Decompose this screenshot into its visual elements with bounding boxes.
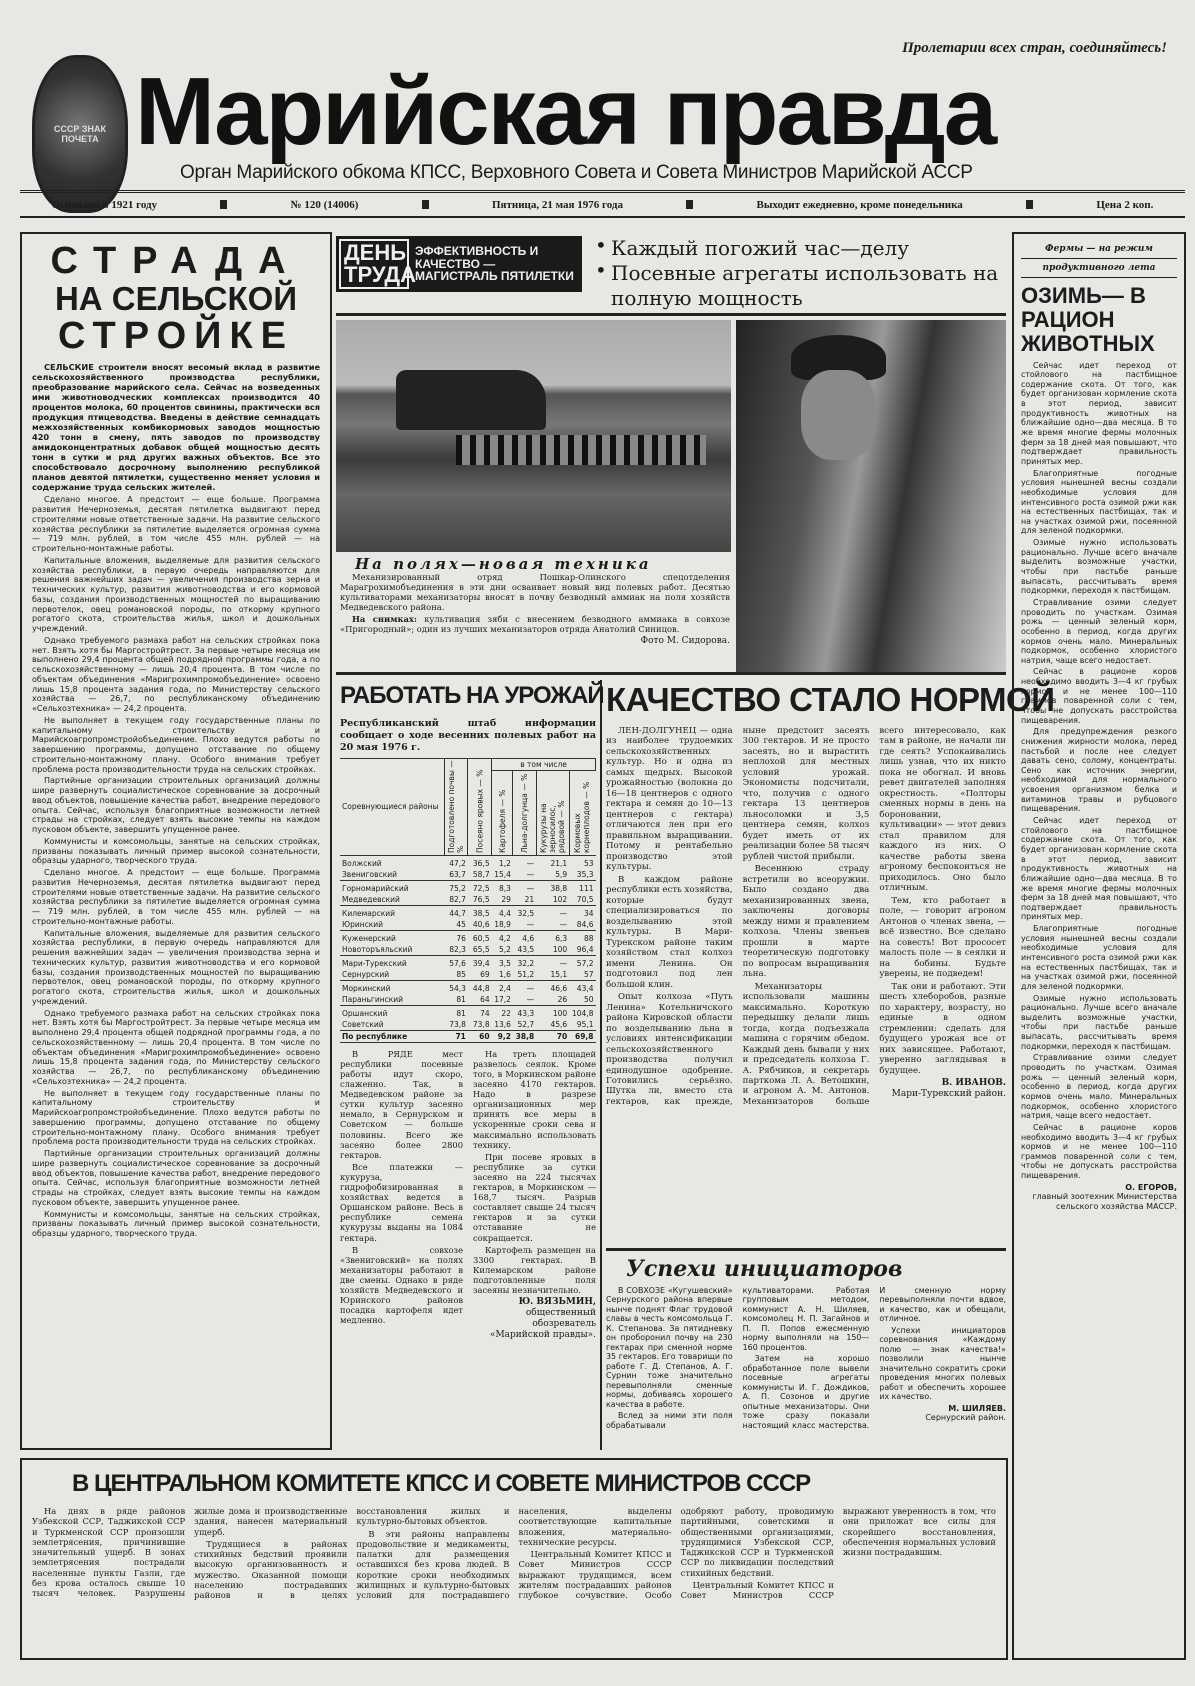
table-cell: 1,2 (499, 858, 511, 868)
table-cell: Юринский (342, 919, 384, 929)
table-cell: 76 (444, 930, 468, 944)
table-cell: 70,5 (576, 894, 594, 904)
table-cell: 65,5 (472, 944, 490, 954)
caption-title: На полях—новая техника (355, 555, 652, 573)
table-cell: 75,2 (444, 880, 468, 894)
table-cell: 104,8 (569, 1005, 595, 1019)
harvest-body: В РЯДЕ мест республики посевные работы идут скоро, слаженно. Так, в Медведевском районе за сутки культур засеяно немало, в Сернурском и Советском — больше половины. Всего же засеяно более 2800 гектаров. Все платежки — кукуруза, гидрофобизированная в хозяйствах ведется в Оршанском районе. Весь в республике семена кукурузы выданы на 1084 гектара. В совхозе «Звениговский» на полях механизаторы работают в две смены. Однако в ряде хозяйств Медведевского и Юринского районов посадка картофеля идет медленно. На треть площадей развелось сеялок. Кроме того, в Моркинском районе засеяно 4170 гектаров. Надо в разрезе организационных мер принять все меры в ускоренные сроки сева и максимально использовать технику. При посеве яровых в республике за сутки засеяно на 224 тысячах гектаров, в Моркинском — 168,7 тысяч. Разрыв составляет свыше 24 тысяч гектаров и за сутки отставание не сокращается. Картофель размещен на 3300 гектарах. В Килемарском районе подготовленные поля засеяны незначительно. Ю. ВЯЗЬМИН, общественный обозреватель «Марийской правды». (340, 1048, 596, 1341)
table-cell: 18,9 (494, 919, 511, 929)
table-cell: 58,7 (472, 869, 490, 879)
table-cell: Килемарский (340, 905, 444, 919)
quality-body: ЛЕН-ДОЛГУНЕЦ — одна из наиболее трудоемких сельскохозяйственных культур. Но и одна из самых щедрых. Высокой урожайностью (волокна до 16—18 центнеров с одного гектара и семян до 10—13 центнеров с гектара) отличаются лен при его правильном выращивании. Потому и рентабельно производство этой культуры. В каждом районе республики есть хозяйства, которые будут специализироваться по возделыванию этой культуры. В Мари-Турекском районе таким хозяйством стал колхоз имени Ленина. Он подготовил под лен большой клин. Опыт колхоза «Путь Ленина» Котельничского района Кировской области по возделыванию льна в условиях интенсификации сельскохозяйственного производства получил единодушное одобрение. Готовились серьёзно. Шутка ли, вместо ста гектаров, как прежде, ныне предстоит засеять 300 гектаров. И не просто засеять, но и вырастить неплохой для местных условий урожай. Экономисты подсчитали, что, получив с одного гектара 13 центнеров льносоломки и 3,5 центнера семян, колхоз будет иметь от их реализации более 58 тысяч рублей чистой прибыли. Весеннюю страду встретили во всеоружии. Было создано два механизированных звена, заключены договоры между ними и правлением колхоза. Члены звеньев прошли в марте теоретическую подготовку по вопросам выращивания льна. Механизаторы использовали машины максимально. Короткую передышку делали лишь тогда, когда подъезжала машина с горячим обедом. Каждый день бывали у них и председатель колхоза Г. А. Рябчиков, и секретарь парткома Л. А. Ветошкин, и агроном А. М. Антонов. Механизаторов больше всего интересовало, как там в районе, не начали ли где сеять? Успокаивались лишь узнав, что их никто пока не обогнал. И вновь ревет двигателей заполняя окрестность. «Полторы сменных нормы в день на бороновании, культивации» — этот девиз стал правилом для каждого из них. О качестве работы звена агроному беспокоиться не приходилось. Оно было отличным. Тем, кто работает в поле, — говорит агроном Антонов о членах звена, — всё известно. Все сделано на совесть! Вот прососет малость поле — в сеялки и на бобины. Будьте уверены, не подведем! Так они и работают. Эти шесть хлеборобов, разные по характеру, возрасту, но единые в одном стремлении: сделать для будущего урожая все от них зависящее. Работают, уверенно заглядывая в будущее. В. ИВАНОВ. Мари-Турекский район. (606, 726, 1006, 1107)
table-cell: 57,6 (444, 955, 468, 969)
table-cell: 38,5 (468, 905, 492, 919)
table-cell: 60,5 (468, 930, 492, 944)
table-cell: 15,4 (494, 869, 511, 879)
table-cell: 53 (583, 858, 594, 868)
table-cell: Сернурский (342, 969, 390, 979)
table-cell: 46,6 (536, 980, 569, 994)
table-cell: 69,8 (569, 1030, 595, 1042)
harvest-signature: Ю. ВЯЗЬМИН, общественный обозреватель «Марийской правды». (489, 1297, 596, 1341)
table-cell: 35,3 (576, 869, 594, 879)
table-cell: — (526, 919, 535, 929)
newspaper-title: Марийская правда (135, 58, 996, 165)
table-cell: 81 (444, 1005, 468, 1019)
headline-line-3: СТРОЙКЕ (58, 314, 294, 357)
newspaper-subtitle: Орган Марийского обкома КПСС, Верховного Совета и Совета Министров Марийской АССР (180, 162, 973, 183)
table-cell: 4,4 (492, 905, 513, 919)
table-cell: 17,2 (494, 994, 511, 1004)
table-row (340, 980, 596, 994)
table-cell: 22 (492, 1005, 513, 1019)
photo-caption (340, 555, 730, 667)
table-cell: 52,7 (517, 1019, 535, 1029)
central-committee-headline: В ЦЕНТРАЛЬНОМ КОМИТЕТЕ КПСС И СОВЕТЕ МИНИСТРОВ СССР (72, 1470, 811, 1497)
table-cell: 38,8 (536, 880, 569, 894)
table-cell: — (559, 919, 568, 929)
table-cell: 4,2 (492, 930, 513, 944)
table-cell: 50 (583, 994, 594, 1004)
table-cell: 54,3 (444, 980, 468, 994)
group-header: в том числе (492, 758, 596, 770)
table-cell: Мари-Турекский (340, 955, 444, 969)
table-cell: Оршанский (340, 1005, 444, 1019)
table-cell: 64 (480, 994, 490, 1004)
table-row (340, 930, 596, 944)
table-total-row (340, 1030, 596, 1042)
table-cell: 57 (583, 969, 594, 979)
table-cell: 44,8 (468, 980, 492, 994)
table-cell: 44,7 (444, 905, 468, 919)
table-cell: 73,8 (449, 1019, 466, 1029)
article-quality (606, 680, 1055, 1244)
table-cell: 76,5 (472, 894, 490, 904)
table-cell: 29 (501, 894, 511, 904)
article-strada (20, 232, 332, 1450)
founded: Основана в 1921 году (51, 198, 158, 211)
harvest-headline: РАБОТАТЬ НА УРОЖАЙ (340, 682, 604, 709)
col-header: Кукурузы на зерносилос, рядовой — % (536, 770, 569, 855)
photo-credit: Фото М. Сидорова. (640, 636, 730, 647)
table-cell: 95,1 (576, 1019, 594, 1029)
table-cell: 81 (456, 994, 466, 1004)
table-row (340, 905, 596, 919)
col-header: Подготовлено почвы — % (444, 758, 468, 855)
table-cell: Медведевский (342, 894, 400, 904)
table-cell: 96,4 (576, 944, 594, 954)
frequency: Выходит ежедневно, кроме понедельника (756, 198, 963, 211)
table-cell: 69 (480, 969, 490, 979)
table-cell: — (526, 858, 535, 868)
central-committee-body: На днях в ряде районов Узбекской ССР, Таджикской ССР и Туркменской ССР произошли землетрясения, причинившие значительный ущерб. В зонах землетрясения пострадали населенные пункты Газли, где без крова осталось свыше 10 тысяч человек. Разрушены жилые дома и производственные здания, нанесен материальный ущерб. Трудящиеся в районах стихийных бедствий проявили высокую организованность и мужество. Оказанной помощи населению пострадавших районов и в целях восстановления жилых и культурно-бытовых объектов. В эти районы направлены продовольствие и медикаменты, палатки для размещения оставшихся без крова людей. В короткие сроки необходимых жилищных и культурно-бытовых условий для пострадавшего населения, выделены соответствующие капитальные вложения, материально-технические ресурсы. Центральный Комитет КПСС и Совет Министров СССР выражают трудящимся, всем жителям пострадавших районов глубокое сочувствие. Особо одобряют работу, проводимую партийными, советскими и общественными организациями, трудящимися Узбекской ССР, Таджикской ССР и Туркменской ССР по ликвидации последствий стихийных бедствий. Центральный Комитет КПСС и Совет Министров СССР выражают уверенность в том, что они приложат все силы для скорейшего восстановления, обеспечения нормальных условий жизни пострадавшим. (32, 1506, 996, 1600)
article-ozim (1012, 232, 1186, 1660)
table-cell: Моркинский (340, 980, 444, 994)
table-cell: 45,6 (550, 1019, 568, 1029)
table-cell: 73,8 (472, 1019, 490, 1029)
harvest-intro: Республиканский штаб информации сообщает о ходе весенних полевых работ на 20 мая 1976 г. (340, 718, 596, 753)
banner-slogan: ЭФФЕКТИВНОСТЬ И КАЧЕСТВО — МАГИСТРАЛЬ ПЯТИЛЕТКИ (415, 244, 574, 284)
table-row (340, 869, 596, 881)
table-cell: Звениговский (342, 869, 397, 879)
table-cell: 102 (552, 894, 568, 904)
table-cell: — (513, 880, 536, 894)
table-cell: Куженерский (340, 930, 444, 944)
article-harvest (340, 680, 602, 1450)
initiators-headline: Успехи инициаторов (626, 1256, 903, 1282)
table-cell: 88 (569, 930, 595, 944)
table-cell: 43,4 (569, 980, 595, 994)
table-cell: 38,8 (513, 1030, 536, 1042)
caption-photos-label: На снимках: (352, 613, 418, 624)
table-cell: 40,6 (472, 919, 490, 929)
banner-day: ДЕНЬ ТРУДА (339, 239, 409, 289)
table-row (340, 969, 596, 981)
table-cell: Горномарийский (340, 880, 444, 894)
table-cell: 9,2 (492, 1030, 513, 1042)
table-cell: 32,2 (513, 955, 536, 969)
table-cell: 5,2 (499, 944, 511, 954)
table-row (340, 1019, 596, 1031)
ozim-signature: О. ЕГОРОВ, главный зоотехник Министерства сельского хозяйства МАССР. (1032, 1182, 1177, 1212)
table-cell: — (513, 980, 536, 994)
table-cell: 45 (456, 919, 466, 929)
table-cell: 32,5 (513, 905, 536, 919)
table-cell: — (526, 869, 535, 879)
table-row (340, 880, 596, 894)
table-cell: 21 (524, 894, 535, 904)
col-header: Картофеля — % (492, 770, 513, 855)
issue-info-line (20, 190, 1185, 218)
quality-signature: В. ИВАНОВ. Мари-Турекский район. (891, 1077, 1006, 1099)
caption-photos-text: культивация зяби с внесением безводного аммиака в совхозе «Пригородный»; один из лучших механизаторов отряда Анатолий Синицов. (340, 613, 730, 634)
article-central-committee (20, 1458, 1008, 1660)
price: Цена 2 коп. (1096, 198, 1154, 211)
sowing-progress-table (340, 758, 596, 1043)
col-header: Соревнующиеся районы (340, 758, 444, 855)
emblem-text: СССР ЗНАК ПОЧЕТА (53, 124, 107, 144)
table-cell: 47,2 (449, 858, 466, 868)
table-cell: 26 (557, 994, 568, 1004)
article-initiators (606, 1255, 1006, 1453)
table-cell: 82,7 (449, 894, 466, 904)
table-cell: 71 (444, 1030, 468, 1042)
table-cell: По республике (340, 1030, 444, 1042)
issue-number: № 120 (14006) (290, 198, 359, 211)
photo-machine-operator (736, 320, 1006, 672)
table-cell: 36,5 (472, 858, 490, 868)
table-cell: 85 (456, 969, 466, 979)
headline-line-1: СТРАДА (50, 240, 302, 282)
table-cell: 39,4 (468, 955, 492, 969)
table-cell: 4,6 (513, 930, 536, 944)
table-cell: 43,5 (517, 944, 535, 954)
initiators-body: В СОВХОЗЕ «Кугушевский» Сернурского района впервые нынче поднят Флаг трудовой славы в честь комсомольца Г. К. Степанова. За пятидневку он проборонил почву на 230 гектарах при сменной норме 35 гектаров. Его товарищи по работе Г. Д. Степанов, А. Г. Сурнин тоже значительно перевыполняли сменные нормы, добиваясь хорошего качества в работе. Вслед за ними эти поля обрабатывали культиваторами. Работая групповым методом, коммунист А. Н. Шиляев, комсомолец Н. П. Загайнов и П. П. Попов ежесменную норму выполняли на 150—160 процентов. Затем на хорошо обработанное поле вывели посевные агрегаты коммунисты И. Г. Дождиков, А. П. Созонов и другие опытные механизаторы. Они тоже сразу показали настоящий класс мастерства. И сменную норму перевыполняли почти вдвое, и качество, как и обещали, отличное. Успехи инициаторов соревнования «Каждому полю — знак качества!» позволили нынче значительно сократить сроки проведения многих полевых работ и обеспечить хорошее их качество. М. ШИЛЯЕВ. Сернурский район. (606, 1286, 1006, 1430)
table-cell: 51,2 (517, 969, 535, 979)
table-cell: Волжский (342, 858, 382, 868)
table-row (340, 919, 596, 931)
col-header: Льна-долгунца — % (513, 770, 536, 855)
table-cell: 6,3 (536, 930, 569, 944)
table-cell: Параньгинский (342, 994, 404, 1004)
table-cell: — (536, 905, 569, 919)
table-row (340, 955, 596, 969)
kicker-1: Фермы — на режим (1021, 240, 1177, 259)
table-cell: 60 (468, 1030, 492, 1042)
photo-tractor-field (336, 320, 731, 552)
headline-line-2: НА СЕЛЬСКОЙ (54, 279, 298, 317)
quality-headline: КАЧЕСТВО СТАЛО НОРМОЙ (606, 681, 1055, 718)
issue-date: Пятница, 21 мая 1976 года (491, 198, 623, 211)
table-cell: 13,6 (494, 1019, 511, 1029)
table-cell: 43,3 (513, 1005, 536, 1019)
slogan: Пролетарии всех стран, соединяйтесь! (902, 40, 1167, 56)
col-header: Посеяно яровых — % (468, 758, 492, 855)
table-row (340, 994, 596, 1006)
table-cell: 8,3 (492, 880, 513, 894)
table-cell: 21,1 (550, 858, 568, 868)
table-cell: 100 (552, 944, 568, 954)
article-lead: СЕЛЬСКИЕ строители вносят весомый вклад в развитие сельскохозяйственного производства республики, преобразование марийского села. Сейчас на возведенных ими животноводческих комплексах производится 40 процентов молока, 60 процентов свинины, практически вся продукция птицеводства. Введены в действие семнадцать межхозяйственных комбикормовых заводов мощностью 420 тонн в смену, пять заводов по производству амидоконцентратных добавок общей мощностью десять тонн в сутки и ряд других важных объектов. Все это способствовало досрочному выполнению республикой планов девятой пятилетки, существенно меняет условия и содержание труда сельских жителей. (32, 362, 320, 493)
table-cell: 57,2 (569, 955, 595, 969)
table-cell: — (526, 994, 535, 1004)
table-row (340, 1005, 596, 1019)
bullet-1: • Каждый погожий час—делу (595, 236, 1007, 261)
table-cell: 3,5 (492, 955, 513, 969)
table-cell: 2,4 (492, 980, 513, 994)
table-cell: Советский (342, 1019, 384, 1029)
ozim-headline: ОЗИМЬ— В РАЦИОН ЖИВОТНЫХ (1021, 283, 1155, 357)
caption-text: Механизированный отряд Пошкар-Олинского спецотделения Марагрохимобъединения в эти дни осваивает новый вид полевых работ. Десятью культиваторами механизаторы вносят в почву безводный аммиак на поля хозяйств Медведевского района. (340, 572, 730, 612)
table-cell: 111 (569, 880, 595, 894)
table-row (340, 894, 596, 906)
day-of-labor-banner (336, 236, 582, 292)
table-cell: 5,9 (555, 869, 568, 879)
article-body: Сделано многое. А предстоит — еще больше. Программа развития Нечерноземья, десятая пятилетка выдвигают перед строителями новые ответственные задачи. На развитие сельского хозяйства республики за пятилетие выделяется огромная сумма — 719 млн. рублей, в том числе 455 млн. рублей — на строительно-монтажные работы. Капитальные вложения, выделяемые для развития сельского хозяйства республики, в первую очередь направляются для решения важнейших задач — увеличения производства зерна и технических культур, развития животноводства и его кормовой базы, создания производственных мощностей по выращиванию первотелок, овец романовской породы, по откорму крупного рогатого скота, строительства жилья, школ и дошкольных учреждений. Однако требуемого размаха работ на сельских стройках пока нет. Взять хотя бы Маргостройтрест. За первые четыре месяца им выполнено 29,4 процента общей подрядной программы года, а по сельскохозяйственному — лишь 20,4 процента. В том числе по объектам объединения «Маригрохимпромобъединение» освоено лишь 15,8 процента задания года, по Министерству сельского хозяйства — 26,7, по республиканскому объединению «Сельхозтехника» — 24,2 процента. Не выполняет в текущем году государственные планы по капитальному строительству и Марийскоагропромстройобъединение. Плохо ведутся работы по завершению программы, допущено отставание по общему строительно-монтажному плану. Особого внимания требует проблема роста производительности труда на сельских стройках. Партийные организации строительных организаций должны шире развернуть социалистическое соревнование за досрочный ввод объектов, повышение качества работ, внедрение передового опыта. Сейчас, используя благоприятные возможности летней страды на стройках, следует взять высокие темпы на каждом пусковом объекте, завершить упущенное ранее. Коммунисты и комсомольцы, занятые на сельских стройках, призваны показывать личный пример высокой сознательности, образцы ударного, творческого труда. Сделано многое. А предстоит — еще больше. Программа развития Нечерноземья, десятая пятилетка выдвигают перед строителями новые ответственные задачи. На развитие сельского хозяйства республики за пятилетие выделяется огромная сумма — 719 млн. рублей, в том числе 455 млн. рублей — на строительно-монтажные работы. Капитальные вложения, выделяемые для развития сельского хозяйства республики, в первую очередь направляются для решения важнейших задач — увеличения производства зерна и технических культур, развития животноводства и его кормовой базы, создания производственных мощностей по выращиванию первотелок, овец романовской породы, по откорму крупного рогатого скота, строительства жилья, школ и дошкольных учреждений. Однако требуемого размаха работ на сельских стройках пока нет. Взять хотя бы Маргостройтрест. За первые четыре месяца им выполнено 29,4 процента общей подрядной программы года, а по сельскохозяйственному — лишь 20,4 процента. В том числе по объектам объединения «Маригрохимпромобъединение» освоено лишь 15,8 процента задания года, по Министерству сельского хозяйства — 26,7, по республиканскому объединению «Сельхозтехника» — 24,2 процента. Не выполняет в текущем году государственные планы по капитальному строительству и Марийскоагропромстройобъединение. Плохо ведутся работы по завершению программы, допущено отставание по общему строительно-монтажному плану. Особого внимания требует проблема роста производительности труда на сельских стройках. Партийные организации строительных организаций должны шире развернуть социалистическое соревнование за досрочный ввод объектов, повышение качества работ, внедрение передового опыта. Сейчас, используя благоприятные возможности летней страды на стройках, следует взять высокие темпы на каждом пусковом объекте, завершить упущенное ранее. Коммунисты и комсомольцы, занятые на сельских стройках, призваны показывать личный пример высокой сознательности, образцы ударного, творческого труда. (32, 495, 320, 1239)
table-cell: 70 (536, 1030, 569, 1042)
table-cell: 34 (569, 905, 595, 919)
kicker-2: продуктивного лета (1021, 259, 1177, 278)
table-row (340, 944, 596, 956)
table-cell: 82,3 (449, 944, 466, 954)
table-cell: — (536, 955, 569, 969)
table-row (340, 855, 596, 869)
initiators-signature: М. ШИЛЯЕВ. Сернурский район. (925, 1403, 1006, 1423)
table-cell: Новоторъяльский (342, 944, 413, 954)
bullet-2: • Посевные агрегаты использовать на полную мощность (595, 261, 1007, 311)
bullet-slogans (595, 236, 1007, 311)
table-cell: 1,6 (499, 969, 511, 979)
ozim-body: Сейчас идет переход от стойлового на пастбищное содержание скота. От того, как будет организован кормление скота в этот период, зависит продуктивность животных на ближайшие одно—два месяца. В то же время многие фермы молочных ферм за 18 дней мая повышают, что подтверждает правильность принятых мер. Благоприятные погодные условия нынешней весны создали необходимые условия для интенсивного роста озимой ржи как на естественных пастбищах, так и на участках озимой ржи, посеянной для зеленой подкормки. Озимые нужно использовать рационально. Лучше всего вначале выделить возможные участки, чтобы при пастьбе раньше выпасать, рассчитывать время подкормки, переходя к пастбищам. Стравливание озими следует проводить по участкам. Озимая рожь — ценный зеленый корм, особенно в период, когда других кормов очень мало. Минеральных подкормок, особенно хлористого натрия, чаще всего недостает. Сейчас в рационе коров необходимо вводить 3—4 кг грубых кормов и не менее 100—110 граммов поваренной соли с тем, чтобы не допускать расстройства пищеварения. Для предупреждения резкого снижения жирности молока, перед пастьбой и после нее следует давать сено, солому, концентраты. Сено как источник энергии, необходимой для нормального усвоения организмом белка и витаминов травы и рубцового пищеварения. Сейчас идет переход от стойлового на пастбищное содержание скота. От того, как будет организован кормление скота в этот период, зависит продуктивность животных на ближайшие одно—два месяца. В то же время многие фермы молочных ферм за 18 дней мая повышают, что подтверждает правильность принятых мер. Благоприятные погодные условия нынешней весны создали необходимые условия для интенсивного роста озимой ржи как на естественных пастбищах, так и на участках озимой ржи, посеянной для зеленой подкормки. Озимые нужно использовать рационально. Лучше всего вначале выделить возможные участки, чтобы при пастьбе раньше выпасать, рассчитывать время подкормки, переходя к пастбищам. Стравливание озими следует проводить по участкам. Озимая рожь — ценный зеленый корм, особенно в период, когда других кормов очень мало. Минеральных подкормок, особенно хлористого натрия, чаще всего недостает. Сейчас в рационе коров необходимо вводить 3—4 кг грубых кормов и не менее 100—110 граммов поваренной соли с тем, чтобы не допускать расстройства пищеварения. О. ЕГОРОВ, главный зоотехник Министерства сельского хозяйства МАССР. (1021, 360, 1177, 1212)
table-cell: 74 (468, 1005, 492, 1019)
col-header: Кормовых корнеплодов — % (569, 770, 595, 855)
table-cell: 15,1 (550, 969, 568, 979)
table-cell: 72,5 (468, 880, 492, 894)
table-cell: 63,7 (449, 869, 466, 879)
table-cell: 100 (536, 1005, 569, 1019)
table-cell: 84,6 (576, 919, 594, 929)
